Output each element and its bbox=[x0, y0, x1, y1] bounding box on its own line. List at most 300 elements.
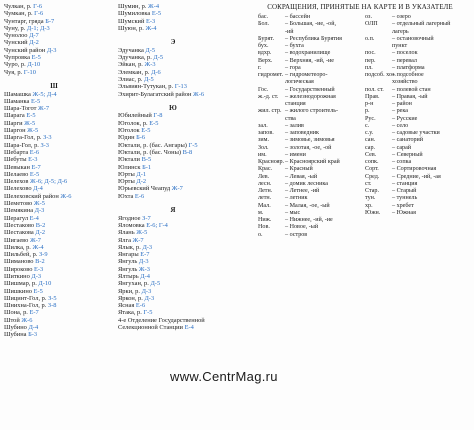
abbreviation-key: жил. стр. bbox=[258, 108, 282, 115]
index-entry-name: Янгуль bbox=[118, 265, 139, 273]
index-entry bbox=[118, 309, 228, 316]
abbreviation-key: о. bbox=[258, 231, 263, 238]
index-entry-grid-ref: Д-4 bbox=[33, 185, 43, 193]
abbreviation-key: Летн. bbox=[258, 188, 273, 194]
abbreviation-meaning: – хребет bbox=[392, 202, 414, 209]
abbreviation-row bbox=[258, 58, 362, 65]
abbreviation-row bbox=[258, 181, 362, 188]
index-entry bbox=[4, 280, 104, 287]
index-entry-grid-ref: Ж-5 bbox=[24, 119, 36, 127]
abbreviation-row bbox=[258, 123, 362, 130]
abbreviation-key: Ниж. bbox=[258, 217, 272, 223]
abbreviation-row bbox=[258, 87, 362, 94]
index-entry bbox=[118, 164, 228, 171]
index-entry-grid-ref: Ж-6 bbox=[60, 192, 72, 200]
index-entry bbox=[4, 309, 104, 316]
index-entry-name: Шелеховский район bbox=[4, 192, 61, 200]
index-entry bbox=[4, 251, 104, 258]
index-entry-name: Юдин bbox=[118, 134, 137, 142]
abbreviation-meaning: – платформа bbox=[392, 64, 425, 71]
index-entry-grid-ref: З-3 bbox=[43, 134, 52, 142]
index-entry-name: Чунский район bbox=[4, 46, 47, 54]
index-entry-grid-ref: Ж-3 bbox=[138, 265, 150, 273]
abbreviation-key bbox=[365, 79, 392, 86]
abbreviation-row bbox=[365, 87, 471, 94]
index-entry-name: Юбилейный bbox=[118, 112, 154, 120]
index-entry bbox=[4, 324, 104, 331]
index-entry bbox=[118, 156, 228, 163]
index-entry-name: Шумиловка bbox=[118, 10, 152, 18]
abbreviation-row bbox=[258, 50, 362, 57]
abbreviation-row bbox=[365, 65, 471, 72]
index-entry bbox=[4, 171, 104, 178]
abbreviation-row bbox=[365, 166, 471, 173]
index-entry-name: Чупровка bbox=[4, 54, 32, 62]
index-entry-name: Юлинск bbox=[118, 163, 143, 171]
index-entry-name: Шестаково bbox=[4, 221, 36, 229]
index-entry bbox=[4, 39, 104, 46]
abbreviation-meaning: – заповедник bbox=[285, 130, 319, 136]
index-entry-grid-ref: Е-5 bbox=[30, 97, 41, 105]
abbreviation-row bbox=[258, 94, 362, 101]
abbreviation-meaning: – Русские bbox=[392, 115, 418, 122]
index-entry-grid-ref: Д-6 bbox=[151, 68, 161, 76]
abbreviation-key: Южн. bbox=[365, 209, 381, 216]
index-entry-grid-ref: Е-7 bbox=[140, 251, 150, 259]
index-entry-name: Чуну, р. bbox=[4, 24, 27, 32]
abbreviation-row bbox=[365, 58, 471, 65]
abbreviation-row bbox=[258, 232, 362, 239]
abbreviation-key: Мал. bbox=[258, 202, 271, 209]
index-entry-name: Шелаево bbox=[4, 170, 30, 178]
index-entry-name: Шарага bbox=[4, 112, 27, 120]
abbreviation-meaning: – Сортировочная bbox=[392, 166, 437, 173]
abbreviation-key: Прав. bbox=[365, 93, 380, 100]
index-entry bbox=[118, 3, 228, 10]
index-entry-name: Ялык, р. bbox=[118, 243, 143, 251]
index-entry-grid-ref: Д-2 bbox=[35, 229, 46, 237]
abbreviation-row bbox=[365, 94, 471, 101]
index-entry bbox=[4, 91, 104, 98]
abbreviation-key: пос. bbox=[365, 50, 376, 57]
abbreviation-meaning: – гидрометеоро- bbox=[285, 72, 328, 78]
index-entry bbox=[4, 112, 104, 119]
index-entry-grid-ref: Д-3 bbox=[138, 258, 149, 266]
abbreviation-key: Гос. bbox=[258, 86, 269, 93]
index-entry-name: Шевыкан bbox=[4, 163, 32, 171]
abbreviation-meaning: – домик лесника bbox=[285, 180, 328, 187]
index-entry-name: Яркон, р. bbox=[118, 294, 145, 302]
abbreviation-row bbox=[365, 79, 471, 86]
index-entry-grid-ref: Е-5 bbox=[149, 119, 159, 127]
abbreviation-row bbox=[365, 43, 471, 50]
abbreviation-meaning: – Красный bbox=[285, 166, 313, 173]
index-entry-grid-ref: Б-1 bbox=[142, 163, 152, 171]
abbreviation-meaning: – Новое, -ый bbox=[285, 224, 319, 231]
index-entry-name: Шемякина bbox=[4, 207, 35, 215]
index-entry-grid-ref: Е-6 bbox=[135, 302, 146, 310]
index-spacer bbox=[118, 32, 228, 39]
index-entry bbox=[118, 91, 228, 98]
index-entry-name: Шарга-Гол, р. bbox=[4, 134, 44, 142]
abbreviation-row bbox=[365, 123, 471, 130]
index-entry bbox=[4, 142, 104, 149]
abbreviation-row bbox=[258, 203, 362, 210]
index-entry-grid-ref: Е-5 bbox=[141, 127, 151, 135]
index-entry-name: Чунский bbox=[4, 39, 30, 47]
abbreviation-key: зал. bbox=[258, 122, 268, 129]
index-entry-grid-ref: Д-3 bbox=[46, 46, 57, 54]
watermark: www.CentrMag.ru bbox=[170, 369, 278, 384]
abbreviation-row bbox=[258, 116, 362, 123]
abbreviation-key: Сев. bbox=[365, 151, 377, 158]
index-entry-grid-ref: Д-3 bbox=[31, 272, 42, 280]
index-entry-grid-ref: Д-5 bbox=[144, 75, 154, 83]
index-entry bbox=[4, 200, 104, 207]
abbreviation-meaning: – район bbox=[392, 101, 412, 107]
index-entry-name: Шарги bbox=[4, 119, 25, 127]
abbreviation-row bbox=[365, 137, 471, 144]
abbreviation-meaning: – сарай bbox=[392, 144, 412, 151]
abbreviation-meaning: станция bbox=[285, 101, 306, 107]
abbreviation-row bbox=[258, 224, 362, 231]
index-entry-grid-ref: Д-1 bbox=[136, 170, 147, 178]
index-entry-name: Юктали, р. (бас. Чоны) bbox=[118, 148, 183, 156]
index-entry-grid-ref: Г-8 bbox=[153, 112, 163, 120]
abbreviation-meaning: – бассейн bbox=[285, 14, 311, 20]
abbreviation-row bbox=[365, 203, 471, 210]
index-entry-grid-ref: В-8 bbox=[182, 148, 193, 156]
abbreviation-key bbox=[365, 43, 392, 50]
index-entry-name: Чунолоо bbox=[4, 32, 30, 40]
index-entry bbox=[4, 18, 104, 25]
index-entry-grid-ref: Ж-7 bbox=[38, 105, 50, 113]
index-entry bbox=[118, 302, 228, 309]
index-entry-name: Юхта bbox=[118, 192, 135, 200]
index-entry-name: Шицинт-Гол, р. bbox=[4, 294, 49, 302]
index-letter-heading: Я bbox=[170, 207, 176, 215]
abbreviation-row bbox=[365, 21, 471, 28]
abbreviation-row bbox=[258, 210, 362, 217]
index-entry-name: Шумин, р. bbox=[118, 3, 149, 10]
abbreviation-meaning: – мыс bbox=[285, 209, 301, 216]
abbreviation-key: гидромет. bbox=[258, 72, 284, 78]
index-entry bbox=[118, 18, 228, 25]
index-entry-name: Янгухан, р. bbox=[118, 280, 151, 288]
index-entry bbox=[118, 229, 228, 236]
abbreviation-key: с.у. bbox=[365, 130, 374, 136]
index-entry bbox=[118, 120, 228, 127]
abbreviation-key: сопк. bbox=[365, 159, 379, 165]
abbreviation-row bbox=[258, 21, 362, 28]
abbreviation-row bbox=[258, 72, 362, 79]
index-entry bbox=[4, 156, 104, 163]
abbreviation-key: вдхр. bbox=[258, 50, 272, 57]
abbreviation-meaning: – озеро bbox=[392, 14, 411, 20]
index-entry bbox=[118, 266, 228, 273]
index-entry bbox=[4, 134, 104, 141]
index-entry-name: Элемкан, р. bbox=[118, 68, 152, 76]
index-entry-name: Шумский bbox=[118, 17, 146, 25]
abbreviation-row bbox=[365, 101, 471, 108]
index-entry bbox=[118, 83, 228, 90]
index-entry-grid-ref: Д-3 bbox=[34, 207, 45, 215]
abbreviation-row bbox=[258, 101, 362, 108]
abbreviation-row bbox=[365, 188, 471, 195]
abbreviations-left bbox=[258, 14, 362, 239]
index-entry bbox=[4, 207, 104, 214]
abbreviation-key: Краснояр. bbox=[258, 159, 285, 165]
index-entry-grid-ref: Б-3 bbox=[28, 331, 38, 339]
abbreviation-row bbox=[258, 174, 362, 181]
abbreviation-meaning: – Верхняя, -ий, -ие bbox=[285, 57, 334, 64]
index-entry bbox=[4, 61, 104, 68]
abbreviation-meaning: – Государственный bbox=[285, 86, 335, 93]
index-entry-name: Ялтырь bbox=[118, 272, 141, 280]
abbreviation-row bbox=[258, 43, 362, 50]
index-entry-grid-ref: Д-7 bbox=[29, 32, 39, 40]
index-entry-grid-ref: Ж-5 bbox=[136, 229, 148, 237]
abbreviation-meaning: – туннель bbox=[392, 195, 418, 202]
abbreviation-key: Крас. bbox=[258, 166, 273, 173]
index-entry-name: Селекционной Станции bbox=[118, 324, 185, 332]
index-entry bbox=[4, 149, 104, 156]
index-entry-grid-ref: В-2 bbox=[35, 258, 45, 266]
abbreviation-key: запов. bbox=[258, 130, 274, 136]
abbreviation-meaning: – золотая, -ое, -ой bbox=[285, 144, 332, 151]
index-entry-grid-ref: Е-7 bbox=[29, 309, 39, 317]
abbreviation-meaning: – Левая, -ый bbox=[285, 173, 318, 180]
index-entry bbox=[118, 193, 228, 200]
abbreviation-key bbox=[365, 29, 392, 36]
abbreviation-row bbox=[258, 29, 362, 36]
abbreviation-meaning: – Малая, -ое, -ый bbox=[285, 202, 330, 209]
index-entry-name: Шильбей, р. bbox=[4, 251, 39, 259]
index-entry-name: Шишмар, р. bbox=[4, 280, 39, 288]
index-entry-name: Шубина bbox=[4, 331, 29, 339]
index-entry-name: Шилка, р. bbox=[4, 243, 33, 251]
abbreviation-row bbox=[365, 181, 471, 188]
index-entry-name: Эльвиян-Тутукан, р. bbox=[118, 83, 175, 91]
index-entry bbox=[118, 54, 228, 61]
abbreviation-meaning: – садовые участки bbox=[392, 130, 440, 136]
index-entry bbox=[4, 178, 104, 185]
abbreviation-row bbox=[365, 36, 471, 43]
index-entry bbox=[4, 185, 104, 192]
abbreviation-meaning: – жилого строитель- bbox=[285, 108, 339, 115]
abbreviation-meaning: хозяйство bbox=[392, 79, 418, 86]
abbreviation-meaning: – поселок bbox=[392, 50, 418, 57]
index-entry-grid-ref: З-3 bbox=[40, 141, 49, 149]
index-entry-grid-ref: Е-6 bbox=[29, 148, 40, 156]
abbreviation-meaning: пункт bbox=[392, 43, 408, 49]
abbreviation-meaning: – водохранилище bbox=[285, 50, 331, 57]
abbreviation-meaning: – гора bbox=[285, 64, 301, 71]
index-entry-name: Шестакова bbox=[4, 229, 36, 237]
abbreviation-key: с. bbox=[365, 122, 370, 129]
index-entry-grid-ref: Е-5 bbox=[151, 10, 162, 18]
abbreviation-key: Бурят. bbox=[258, 35, 274, 42]
index-entry-name: Шигаево bbox=[4, 236, 30, 244]
index-entry-grid-ref: Ж-6 bbox=[21, 316, 33, 324]
abbreviation-key: ОЛП bbox=[365, 21, 378, 28]
index-entry bbox=[118, 251, 228, 258]
index-entry-grid-ref: Ж-7 bbox=[29, 236, 41, 244]
index-entry-name: Юктали, р. (бас. Ангары) bbox=[118, 141, 189, 149]
abbreviation-key: о.п. bbox=[365, 35, 375, 42]
index-entry-grid-ref: Ж-5; Д-4 bbox=[32, 90, 57, 98]
abbreviation-meaning: – зимовье, зимовья bbox=[285, 137, 335, 144]
abbreviation-meaning: логическая bbox=[285, 79, 314, 86]
abbreviation-key bbox=[258, 79, 285, 86]
index-entry bbox=[118, 61, 228, 68]
abbreviation-row bbox=[258, 152, 362, 159]
abbreviation-key: хр. bbox=[365, 202, 373, 209]
index-entry-name: Шерагул bbox=[4, 214, 30, 222]
index-entry-name: Ягодное bbox=[118, 214, 143, 222]
index-entry-grid-ref: Е-3 bbox=[28, 156, 38, 164]
index-entry-grid-ref: Е-5 bbox=[31, 54, 41, 62]
index-entry bbox=[118, 178, 228, 185]
abbreviation-meaning: – имени bbox=[285, 151, 306, 158]
index-entry-grid-ref: Е-3 bbox=[145, 17, 156, 25]
abbreviation-meaning: – Северный bbox=[392, 151, 423, 158]
abbreviation-key bbox=[258, 29, 285, 36]
abbreviation-key: ст. bbox=[365, 180, 372, 187]
index-entry bbox=[4, 25, 104, 32]
index-entry bbox=[118, 142, 228, 149]
index-entry bbox=[118, 47, 228, 54]
abbreviation-key: пол. ст. bbox=[365, 86, 384, 93]
index-entry-name: Яломовка bbox=[118, 221, 147, 229]
index-entry-grid-ref: Е-3 bbox=[34, 265, 44, 273]
index-entry bbox=[4, 105, 104, 112]
index-entry-grid-ref: Д-3 bbox=[141, 287, 152, 295]
index-spacer bbox=[118, 98, 228, 105]
index-entry bbox=[4, 229, 104, 236]
index-entry-grid-ref: З-5 bbox=[48, 294, 57, 302]
index-entry-grid-ref: З-9 bbox=[38, 251, 48, 259]
index-entry-name: Шаманка bbox=[4, 97, 31, 105]
abbreviation-key: сан. bbox=[365, 137, 376, 144]
index-entry bbox=[4, 288, 104, 295]
abbreviation-row bbox=[365, 210, 471, 217]
abbreviation-meaning: – железнодорожная bbox=[285, 93, 336, 100]
index-entry-name: Широково bbox=[4, 265, 34, 273]
abbreviation-key: Лев. bbox=[258, 173, 270, 180]
index-entry-grid-ref: Ж-7 bbox=[171, 185, 183, 193]
abbreviation-key: летн. bbox=[258, 195, 272, 202]
abbreviation-row bbox=[258, 108, 362, 115]
abbreviation-meaning: – Правая, -ый bbox=[392, 93, 428, 100]
index-entry-name: Эйкан, р. bbox=[118, 61, 145, 69]
abbreviation-meaning: – летник bbox=[285, 195, 308, 202]
index-entry-grid-ref: Е-4 bbox=[184, 324, 194, 332]
index-entry-name: Юголок, р. bbox=[118, 119, 150, 127]
abbreviation-meaning: – сопка bbox=[392, 159, 412, 165]
abbreviation-key: бас. bbox=[258, 14, 269, 20]
abbreviation-key: р. bbox=[365, 108, 370, 115]
abbreviation-row bbox=[365, 145, 471, 152]
abbreviation-meaning: – Летнее, -ий bbox=[285, 188, 320, 194]
index-entry-name: Шеметово bbox=[4, 200, 34, 208]
index-entry bbox=[4, 237, 104, 244]
index-entry-name: Ясная bbox=[118, 302, 136, 310]
index-entry-name: Шаргон bbox=[4, 127, 28, 135]
index-entry bbox=[118, 237, 228, 244]
abbreviation-meaning: – село bbox=[392, 122, 409, 129]
index-entry-name: Шиманово bbox=[4, 258, 36, 266]
abbreviation-row bbox=[365, 174, 471, 181]
index-entry-grid-ref: З-8 bbox=[47, 302, 57, 310]
index-entry-grid-ref: Д-5 bbox=[153, 54, 164, 62]
abbreviation-meaning: – Большая, -ие, -ой, bbox=[285, 21, 337, 28]
abbreviation-key: Зол. bbox=[258, 144, 269, 151]
abbreviations-right bbox=[365, 14, 471, 217]
index-entry-name: Янгары bbox=[118, 251, 141, 259]
index-entry-name: Шуюн, р. bbox=[118, 24, 146, 32]
index-entry-name: Юрты bbox=[118, 178, 137, 186]
abbreviation-meaning: – Старый bbox=[392, 188, 417, 194]
abbreviation-key: пл. bbox=[365, 64, 373, 71]
index-entry bbox=[118, 222, 228, 229]
index-entry-grid-ref: Д-5 bbox=[145, 46, 156, 54]
abbreviation-key: лесн. bbox=[258, 180, 272, 187]
index-entry bbox=[118, 273, 228, 280]
index-entry bbox=[4, 164, 104, 171]
abbreviation-meaning: – санаторий bbox=[392, 137, 424, 144]
index-entry-grid-ref: Д-1; Д-3 bbox=[26, 24, 50, 32]
index-entry-grid-ref: Д-4 bbox=[140, 272, 150, 280]
abbreviation-meaning: – залив bbox=[285, 122, 304, 129]
index-entry bbox=[4, 47, 104, 54]
index-entry-grid-ref: Ж-6 bbox=[193, 90, 205, 98]
index-entry-name: Шона, р. bbox=[4, 309, 30, 317]
index-entry-name: 4-е Отделение Государственной bbox=[118, 316, 205, 324]
index-entry bbox=[4, 98, 104, 105]
index-entry bbox=[4, 258, 104, 265]
index-entry bbox=[4, 244, 104, 251]
index-entry bbox=[4, 295, 104, 302]
index-entry-grid-ref: Г-6 bbox=[34, 10, 44, 18]
index-entry bbox=[118, 10, 228, 17]
abbreviation-row bbox=[258, 36, 362, 43]
index-entry-name: Эдучанка bbox=[118, 46, 146, 54]
index-entry bbox=[118, 258, 228, 265]
abbreviation-key: им. bbox=[258, 151, 267, 158]
index-entry bbox=[118, 295, 228, 302]
index-entry-grid-ref: Д-2 bbox=[29, 39, 39, 47]
index-entry bbox=[118, 112, 228, 119]
index-entry-grid-ref: Д-10 bbox=[27, 61, 41, 69]
abbreviation-meaning: – перевал bbox=[392, 57, 417, 64]
index-entry-name: Шелехово bbox=[4, 185, 34, 193]
index-entry-grid-ref: Е-6; Г-4 bbox=[146, 221, 168, 229]
abbreviation-meaning: – остров bbox=[285, 231, 308, 238]
abbreviation-row bbox=[365, 50, 471, 57]
index-entry-name: Чунтарг, гряда bbox=[4, 17, 46, 25]
index-entry bbox=[118, 76, 228, 83]
index-entry bbox=[4, 69, 104, 76]
abbreviation-row bbox=[365, 195, 471, 202]
abbreviation-row bbox=[365, 152, 471, 159]
index-entry-grid-ref: Е-7 bbox=[31, 163, 41, 171]
index-letter-heading: Ю bbox=[169, 105, 177, 113]
abbreviation-key: р-н bbox=[365, 101, 374, 107]
abbreviation-row bbox=[365, 29, 471, 36]
index-entry-grid-ref: Ж-4 bbox=[148, 3, 160, 10]
index-entry-name: Чулкан, р. bbox=[4, 3, 34, 10]
